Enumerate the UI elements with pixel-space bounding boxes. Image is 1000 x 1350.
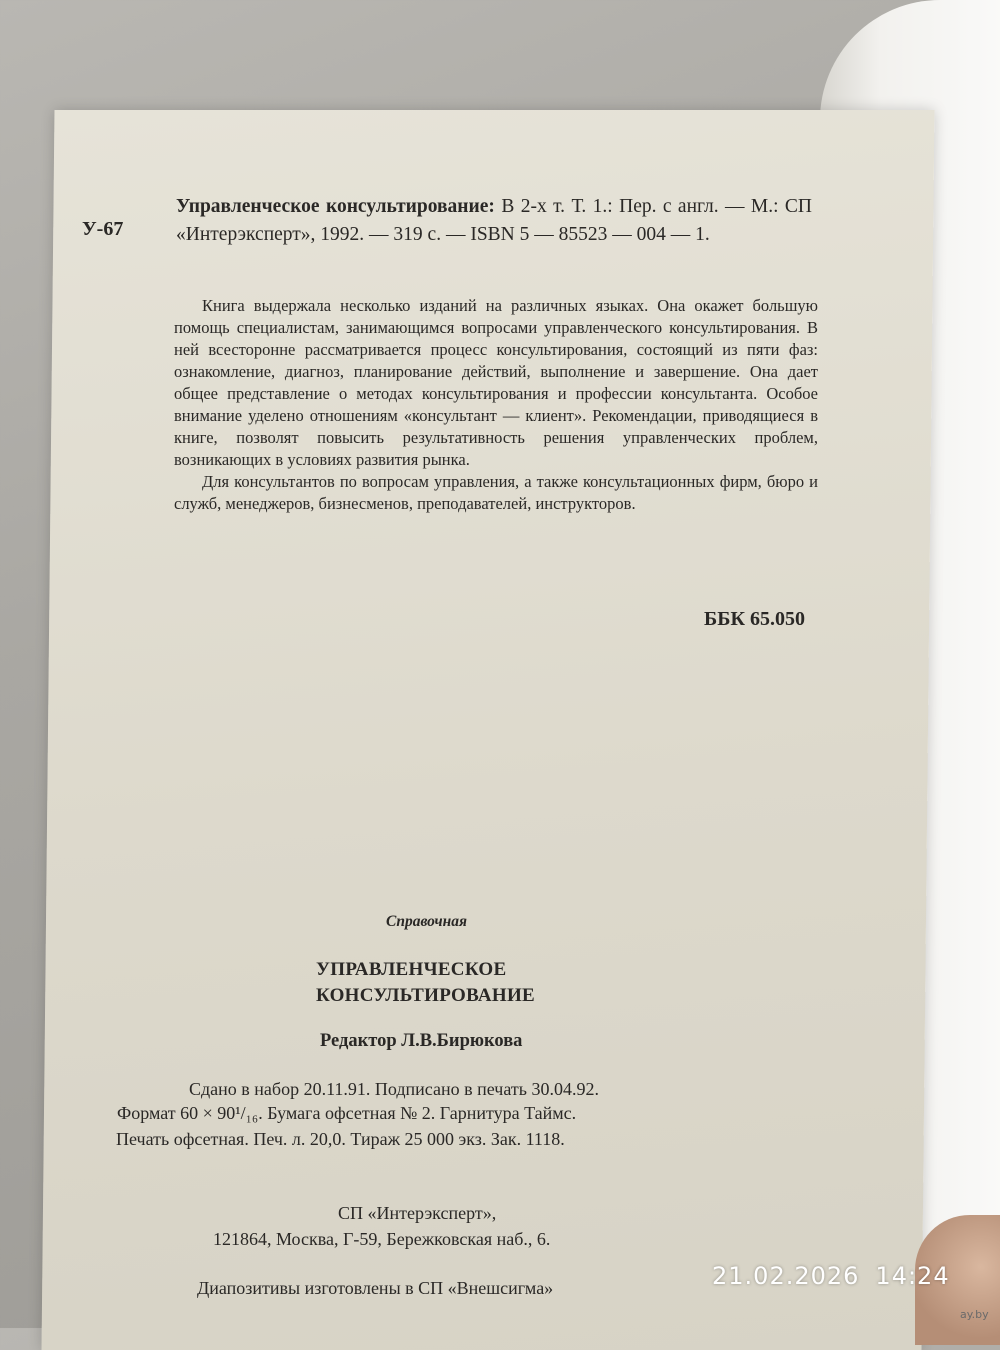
genre-label: Справочная [386,913,468,930]
imprint-line: Сдано в набор 20.11.91. Подписано в печать 30.04.92. [189,1079,599,1099]
publisher-address: 121864, Москва, Г-59, Бережковская наб., 6. [213,1229,551,1249]
bibliographic-record [176,193,812,249]
bib-title: Управленческое консультирование: [176,196,495,217]
bbk-index: ББК 65.050 [704,608,805,630]
timestamp-date: 21.02.2026 [712,1262,860,1290]
publisher-name: СП «Интерэксперт», [338,1203,497,1223]
annotation [174,295,818,515]
imprint-line: Печать офсетная. Печ. л. 20,0. Тираж 25 000 экз. Зак. 1118. [116,1129,565,1149]
book-title-line-1: УПРАВЛЕНЧЕСКОЕ [316,959,507,980]
timestamp-time: 14:24 [875,1262,950,1290]
book-title-line-2: КОНСУЛЬТИРОВАНИЕ [316,985,536,1006]
diapositives-note: Диапозитивы изготовлены в СП «Внешсигма» [197,1278,554,1298]
photo-timestamp [712,1262,950,1290]
annotation-paragraph: Для консультантов по вопросам управления, а также консультационных фирм, бюро и служб, менеджеров, бизнесменов, преподавателей, инструкторов. [174,472,818,513]
annotation-paragraph: Книга выдержала несколько изданий на различных языках. Она окажет большую помощь специалистам, занимающимся вопросами управленческого консультирования. В ней всесторонне рассматривается процесс консультирования, состоящий из пяти фаз: ознакомление, диагноз, планирование действий, выполнение и завершение. Она дает общее представление о методах консультирования и профессии консультанта. Особое внимание уделено отношениям «консультант — клиент». Рекомендации, приводящиеся в книге, позволят повысить результативность решения управленческих проблем, возникающих в условиях развития рынка. [174,296,818,469]
library-code: У-67 [82,218,124,240]
site-watermark: ay.by [960,1308,989,1321]
editor-credit: Редактор Л.В.Бирюкова [320,1031,523,1051]
imprint-line: Формат 60 × 90¹/₁₆. Бумага офсетная № 2. Гарнитура Таймс. [117,1103,577,1123]
bib-details: В 2-х т. Т. 1.: Пер. с англ. — М.: СП «Интерэксперт», 1992. — 319 с. — ISBN 5 — 85523 — 004 — 1. [176,196,813,245]
